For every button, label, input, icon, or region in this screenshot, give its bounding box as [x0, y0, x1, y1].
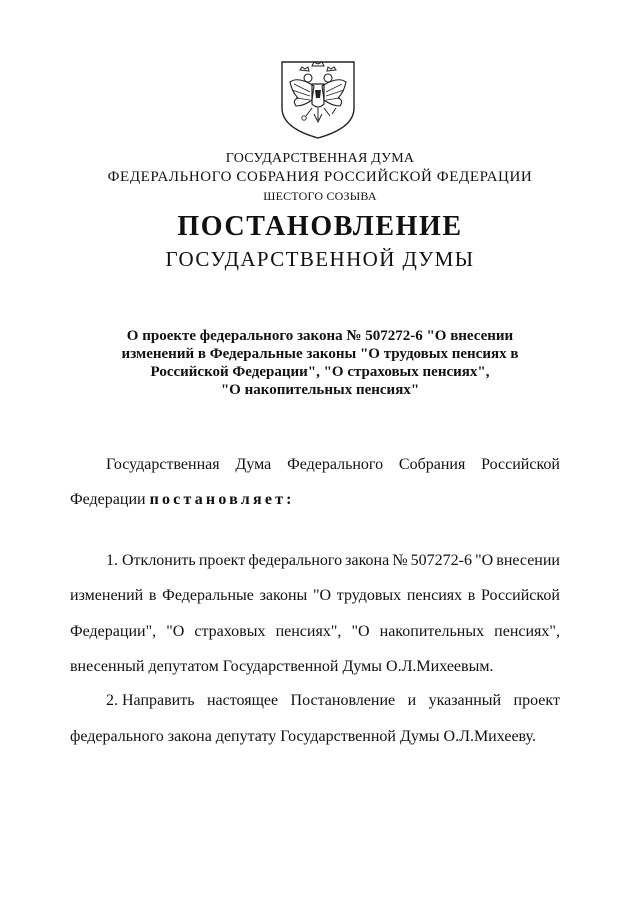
item1-line-3	[70, 623, 560, 641]
subject-line-3: Российской Федерации", "О страховых пенсиях",	[150, 364, 490, 380]
document-subtitle: ГОСУДАРСТВЕННОЙ ДУМЫ	[165, 247, 475, 271]
item1-word: №	[392, 552, 408, 569]
item1-word: 1. Отклонить	[106, 552, 196, 569]
item1-word: пенсиях",	[494, 623, 560, 640]
item1-word: внесении	[496, 552, 560, 569]
item1-word: Российской	[481, 587, 560, 604]
item2-word: и	[407, 692, 417, 709]
item1-word: в	[148, 587, 157, 604]
item1-word: 507272-6	[410, 552, 472, 569]
preamble-line-1	[70, 456, 560, 474]
item1-word: "О	[166, 623, 185, 640]
item1-word: "О	[351, 623, 370, 640]
item2-line-2: федерального закона депутату Государственной Думы О.Л.Михееву.	[70, 728, 536, 745]
preamble-word: Дума	[235, 456, 272, 473]
item2-line-1	[70, 692, 560, 710]
item1-line-2	[70, 587, 560, 605]
item2-word: Постановление	[290, 692, 396, 709]
preamble-emphasis: постановляет:	[149, 491, 295, 508]
subject-line-2: изменений в Федеральные законы "О трудовых пенсиях в	[121, 346, 519, 362]
item2-word: указанный	[428, 692, 502, 709]
item2-word: настоящее	[206, 692, 279, 709]
header-line-1: ГОСУДАРСТВЕННАЯ ДУМА	[225, 151, 415, 166]
item1-word: трудовых	[336, 587, 402, 604]
item1-word: закона	[345, 552, 390, 569]
preamble-line-2	[70, 491, 560, 509]
item1-line-4: внесенный депутатом Государственной Думы О.Л.Михеевым.	[70, 658, 494, 675]
item1-word: накопительных	[379, 623, 485, 640]
item1-word: изменений	[70, 587, 144, 604]
item2-word: проект	[513, 692, 560, 709]
item1-word: проект	[198, 552, 246, 569]
item1-word: Федерации",	[70, 623, 157, 640]
item1-word: пенсиях	[406, 587, 463, 604]
header-line-2: ФЕДЕРАЛЬНОГО СОБРАНИЯ РОССИЙСКОЙ ФЕДЕРАЦИИ	[107, 169, 533, 185]
item1-word: пенсиях",	[275, 623, 342, 640]
document-title: ПОСТАНОВЛЕНИЕ	[177, 211, 463, 242]
item1-word: "О	[475, 552, 494, 569]
coat-of-arms-icon	[276, 58, 360, 140]
item1-word: в	[467, 587, 476, 604]
preamble-word: Российской	[481, 456, 560, 473]
item1-line-1	[70, 552, 560, 570]
item1-word: "О	[312, 587, 332, 604]
header-line-3: ШЕСТОГО СОЗЫВА	[263, 189, 377, 203]
item2-word: 2. Направить	[106, 692, 195, 709]
item1-word: федерального	[248, 552, 343, 569]
preamble-word: Федерального	[287, 456, 384, 473]
item1-word: Федеральные	[162, 587, 254, 604]
item1-word: страховых	[194, 623, 266, 640]
preamble-word: Государственная	[106, 456, 220, 473]
subject-line-4: "О накопительных пенсиях"	[220, 382, 420, 398]
preamble-prefix: Федерации	[70, 491, 146, 508]
subject-line-1: О проекте федерального закона № 507272-6 "О внесении	[126, 328, 514, 344]
item1-word: законы	[259, 587, 308, 604]
preamble-word: Собрания	[398, 456, 466, 473]
